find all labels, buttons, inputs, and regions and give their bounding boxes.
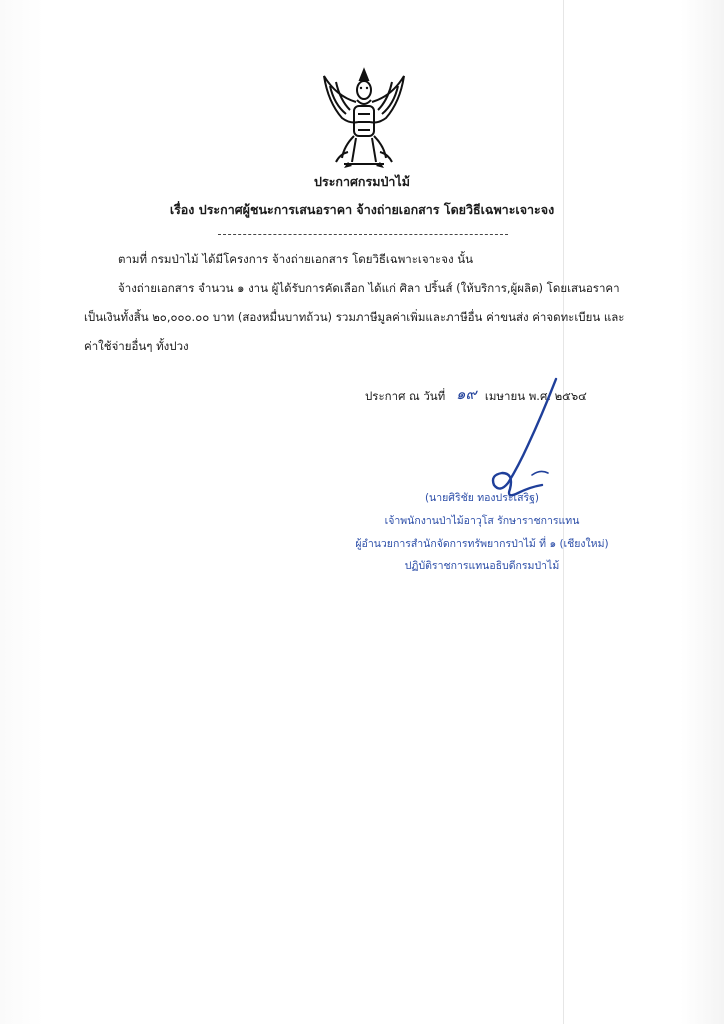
signatory-position-1: เจ้าพนักงานป่าไม้อาวุโส รักษาราชการแทน [384, 515, 580, 527]
body-line-1: ตามที่ กรมป่าไม้ ได้มีโครงการ จ้างถ่ายเอกสาร โดยวิธีเฉพาะเจาะจง นั้น [118, 252, 473, 266]
body-line-4: ค่าใช้จ่ายอื่นๆ ทั้งปวง [84, 339, 189, 353]
announcement-month-year: เมษายน พ.ศ. ๒๕๖๔ [484, 389, 587, 403]
signatory-position-2: ผู้อำนวยการสำนักจัดการทรัพยากรป่าไม้ ที่ ๑ (เชียงใหม่) [355, 538, 609, 550]
announcement-date-prefix: ประกาศ ณ วันที่ [365, 389, 446, 403]
handwritten-day: ๑๙ [456, 385, 477, 403]
announcement-subject: เรื่อง ประกาศผู้ชนะการเสนอราคา จ้างถ่ายเอกสาร โดยวิธีเฉพาะเจาะจง [169, 202, 555, 217]
signatory-position-3: ปฏิบัติราชการแทนอธิบดีกรมป่าไม้ [404, 560, 560, 572]
body-line-3: เป็นเงินทั้งสิ้น ๒๐,๐๐๐.๐๐ บาท (สองหมื่นบาทถ้วน) รวมภาษีมูลค่าเพิ่มและภาษีอื่น ค่าขนส่ง ค่าจดทะเบียน และ [84, 310, 625, 324]
body-line-2: จ้างถ่ายเอกสาร จำนวน ๑ งาน ผู้ได้รับการคัดเลือก ได้แก่ ศิลา ปริ้นส์ (ให้บริการ,ผู้ผลิต) โดยเสนอราคา [118, 281, 620, 295]
page-title: ประกาศกรมป่าไม้ [314, 174, 410, 189]
dashed-divider [218, 234, 508, 235]
handwritten-signature-icon [470, 375, 580, 505]
signatory-name: (นายศิริชัย ทองประเสริฐ) [424, 492, 540, 504]
page-fold-line [563, 0, 564, 1024]
garuda-emblem-icon [314, 66, 414, 170]
